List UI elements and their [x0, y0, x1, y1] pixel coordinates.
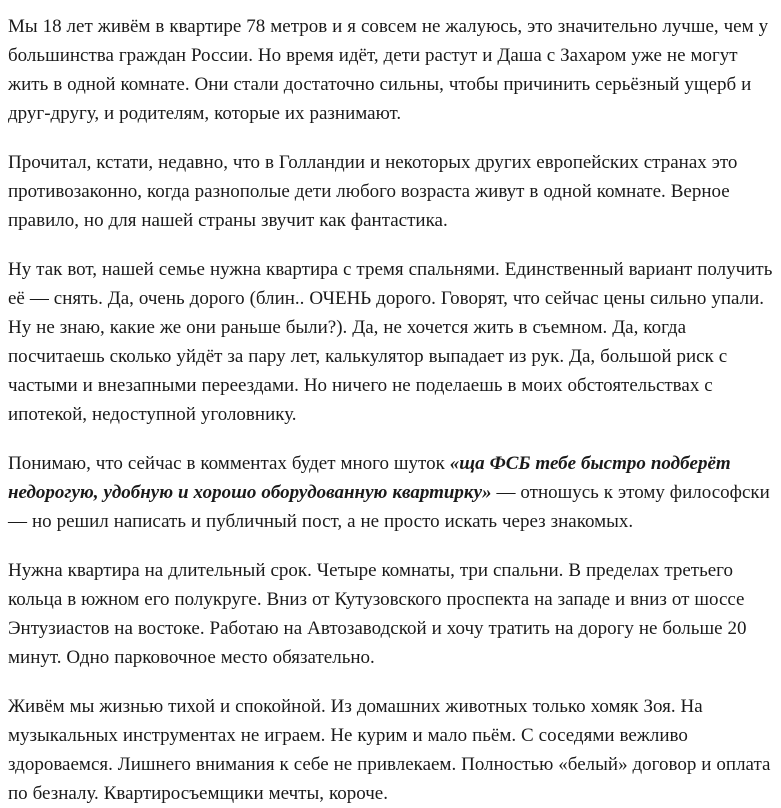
paragraph-6: Живём мы жизнью тихой и спокойной. Из домашних животных только хомяк Зоя. На музыкальных инструментах не играем. Не курим и мало пьём. С соседями вежливо здороваемся. Лишнего внимания к себе не привлекаем. Полностью «белый» договор и оплата по безналу. Квартиросъемщики мечты, короче. [8, 696, 771, 804]
paragraph-4-outro: — отношусь к этому философски — но решил написать и публичный пост, а не просто искать через знакомых. [8, 482, 770, 532]
highlighted-quote: «ща ФСБ тебе быстро подберёт недорогую, удобную и хорошо оборудованную квартирку» [8, 453, 731, 503]
paragraph-4 [8, 449, 775, 536]
paragraph-5: Нужна квартира на длительный срок. Четыре комнаты, три спальни. В пределах третьего кольца в южном его полукруге. Вниз от Кутузовского проспекта на западе и вниз от шоссе Энтузиастов на востоке. Работаю на Автозаводской и хочу тратить на дорогу не больше 20 минут. Одно парковочное место обязательно. [8, 560, 747, 668]
paragraph-3: Ну так вот, нашей семье нужна квартира с тремя спальнями. Единственный вариант получить её — снять. Да, очень дорого (блин.. ОЧЕНЬ дорого. Говорят, что сейчас цены сильно упали. Ну не знаю, какие же они раньше были?). Да, не хочется жить в съемном. Да, когда посчитаешь сколько уйдёт за пару лет, калькулятор выпадает из рук. Да, большой риск с частыми и внезапными переездами. Но ничего не поделаешь в моих обстоятельствах с ипотекой, недоступной уголовнику. [8, 259, 773, 425]
paragraph-1: Мы 18 лет живём в квартире 78 метров и я совсем не жалуюсь, это значительно лучше, чем у большинства граждан России. Но время идёт, дети растут и Даша с Захаром уже не могут жить в одной комнате. Они стали достаточно сильны, чтобы причинить серьёзный ущерб и друг-другу, и родителям, которые их разнимают. [8, 16, 769, 124]
paragraph-4-intro: Понимаю, что сейчас в комментах будет много шуток [8, 453, 450, 474]
paragraph-2: Прочитал, кстати, недавно, что в Голландии и некоторых других европейских странах это противозаконно, когда разнополые дети любого возраста живут в одной комнате. Верное правило, но для нашей страны звучит как фантастика. [8, 152, 738, 231]
